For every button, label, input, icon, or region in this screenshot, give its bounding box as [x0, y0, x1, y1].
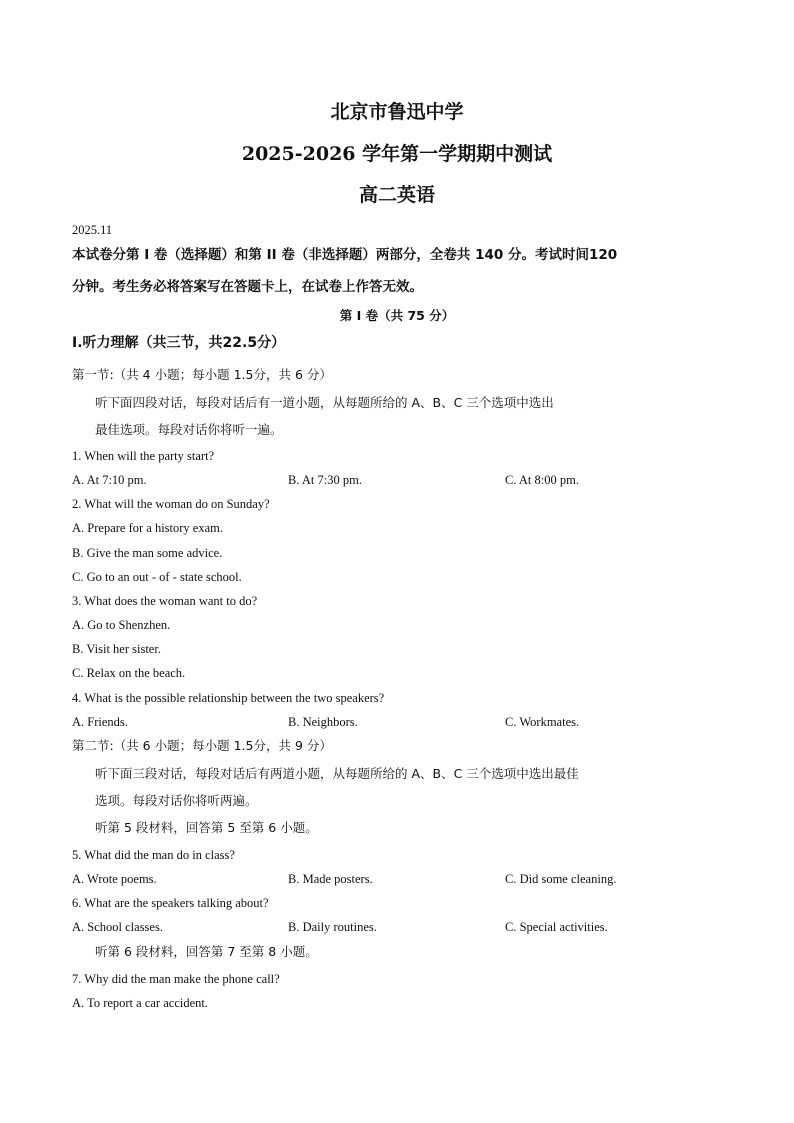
- question-stem-6: 6. What are the speakers talking about?: [72, 896, 269, 910]
- part-title: Ⅰ.听力理解（共三节，共22.5分）: [72, 335, 286, 351]
- option-1c: C. At 8:00 pm.: [505, 473, 579, 487]
- option-6c: C. Special activities.: [505, 920, 608, 934]
- option-3a: A. Go to Shenzhen.: [72, 618, 171, 632]
- option-5c: C. Did some cleaning.: [505, 872, 617, 886]
- section1-instruction-2: 最佳选项。每段对话你将听一遍。: [95, 422, 283, 437]
- question-stem-3: 3. What does the woman want to do?: [72, 594, 258, 608]
- intro-line-1: 本试卷分第 I 卷（选择题）和第 II 卷（非选择题）两部分，全卷共 140 分。考试时间120: [72, 247, 618, 263]
- option-6b: B. Daily routines.: [288, 920, 377, 934]
- question-stem-4: 4. What is the possible relationship between the two speakers?: [72, 691, 385, 705]
- material-5-note: 听第 5 段材料，回答第 5 至第 6 小题。: [95, 820, 318, 835]
- option-1b: B. At 7:30 pm.: [288, 473, 362, 487]
- section1-instruction-1: 听下面四段对话，每段对话后有一道小题，从每题所给的 A、B、C 三个选项中选出: [95, 395, 554, 410]
- question-stem-1: 1. When will the party start?: [72, 449, 215, 463]
- option-4b: B. Neighbors.: [288, 715, 358, 729]
- section2-heading: 第二节:（共 6 小题；每小题 1.5分，共 9 分）: [72, 738, 332, 753]
- option-2c: C. Go to an out - of - state school.: [72, 570, 242, 584]
- exam-date: 2025.11: [72, 223, 113, 237]
- option-5b: B. Made posters.: [288, 872, 373, 886]
- section2-instruction-2: 选项。每段对话你将听两遍。: [95, 793, 258, 808]
- volume-title: 第 I 卷（共 75 分）: [339, 308, 455, 323]
- question-stem-2: 2. What will the woman do on Sunday?: [72, 497, 270, 511]
- exam-title: 2025-2026 学年第一学期期中测试: [241, 143, 553, 165]
- option-1a: A. At 7:10 pm.: [72, 473, 147, 487]
- school-name: 北京市鲁迅中学: [330, 101, 464, 123]
- question-stem-7: 7. Why did the man make the phone call?: [72, 972, 280, 986]
- intro-line-2: 分钟。考生务必将答案写在答题卡上，在试卷上作答无效。: [72, 279, 423, 295]
- option-6a: A. School classes.: [72, 920, 163, 934]
- option-3b: B. Visit her sister.: [72, 642, 161, 656]
- section1-heading: 第一节:（共 4 小题；每小题 1.5分，共 6 分）: [72, 367, 332, 382]
- option-3c: C. Relax on the beach.: [72, 666, 186, 680]
- option-5a: A. Wrote poems.: [72, 872, 157, 886]
- option-2a: A. Prepare for a history exam.: [72, 521, 223, 535]
- option-4c: C. Workmates.: [505, 715, 580, 729]
- subject-title: 高二英语: [358, 184, 435, 206]
- option-2b: B. Give the man some advice.: [72, 546, 223, 560]
- material-6-note: 听第 6 段材料，回答第 7 至第 8 小题。: [95, 944, 318, 959]
- question-stem-5: 5. What did the man do in class?: [72, 848, 235, 862]
- section2-instruction-1: 听下面三段对话，每段对话后有两道小题，从每题所给的 A、B、C 三个选项中选出最佳: [95, 766, 579, 781]
- option-4a: A. Friends.: [72, 715, 128, 729]
- option-7a: A. To report a car accident.: [72, 996, 208, 1010]
